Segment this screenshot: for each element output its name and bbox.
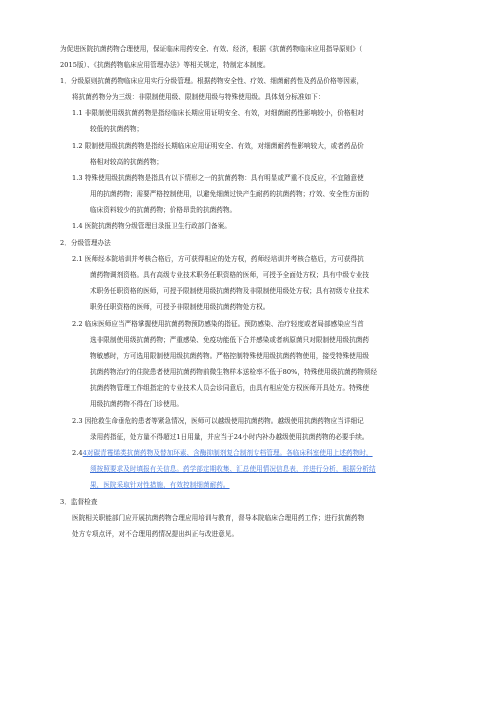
section-2-4-link-text-3[interactable]: 果，医院采取针对性措施，有效控制细菌耐药。 xyxy=(90,481,230,489)
section-1-1-line-2: 较低的抗菌药物； xyxy=(90,125,144,133)
section-2-1-line-3: 术职务任职资格的医师，可授予限制使用级抗菌药物及非限制使用级处方权；具有初级专业技术 xyxy=(90,287,370,295)
section-1-3-line-2: 用的抗菌药物；需要严格控制使用，以避免细菌过快产生耐药的抗菌药物；疗效、安全性方面的 xyxy=(90,190,370,198)
section-3-heading: 3．监督检查 xyxy=(60,498,98,506)
section-1-2-line-1: 1.2 限制使用级抗菌药物是指经长期临床应用证明安全、有效，对细菌耐药性影响较大，或者药品价 xyxy=(72,142,364,150)
section-3-line-2: 处方专项点评，对不合理用药情况提出纠正与改进意见。 xyxy=(72,530,239,538)
section-2-4-link-text-2[interactable]: 须按照要求及时填报有关信息。药学部定期收集、汇总使用情况信息表，并进行分析，根据分析结 xyxy=(90,465,376,473)
section-2-heading: 2．分级管理办法 xyxy=(60,239,111,247)
section-1-3-line-1: 1.3 特殊使用级抗菌药物是指具有以下情形之一的抗菌药物：具有明显或严重不良反应，不宜随意使 xyxy=(72,174,364,182)
section-1-2-line-2: 格相对较高的抗菌药物； xyxy=(90,158,164,166)
section-1-4-line-1: 1.4 医院抗菌药物分级管理目录报卫生行政部门备案。 xyxy=(72,222,231,230)
section-2-4-link-text-1[interactable]: 4对碳青霉烯类抗菌药物及替加环素、含酶抑制剂复合制剂专档管理。各临床科室使用上述药物时， xyxy=(82,449,373,457)
section-1-line-1: 1．分级原则抗菌药物临床应用实行分级管理。根据药物安全性、疗效、细菌耐药性及药品价格等因素， xyxy=(60,77,364,85)
section-2-2-line-3: 物敏感时，方可选用限制使用级抗菌药物。严格控制特殊使用级抗菌药物使用，接受特殊使用级 xyxy=(90,352,370,360)
section-1-1-line-1: 1.1 非限制使用级抗菌药物是指经临床长期应用证明安全、有效，对细菌耐药性影响较小，价格相对 xyxy=(72,109,364,117)
section-1-3-line-3: 临床资料较少的抗菌药物；价格昂贵的抗菌药物。 xyxy=(90,206,237,214)
section-2-1-line-4: 职务任职资格的医师，可授予非限制使用级抗菌药物处方权。 xyxy=(90,303,270,311)
section-2-2-line-4: 抗菌药物治疗的住院患者使用抗菌药物前微生物样本送检率不低于80%，特殊使用级抗菌药物须经 xyxy=(90,368,378,376)
section-2-2-line-1: 2.2 临床医师应当严格掌握使用抗菌药物预防感染的指征。预防感染、治疗轻度或者局部感染应当首 xyxy=(72,320,364,328)
intro-line-2: 2015版）、《抗菌药物临床应用管理办法》等相关规定，特制定本制度。 xyxy=(60,61,270,69)
section-2-2-line-6: 用级抗菌药物不得在门诊使用。 xyxy=(90,400,184,408)
section-2-4-line-1 xyxy=(72,447,373,459)
intro-line-1: 为促进医院抗菌药物合理使用，保证临床用药安全、有效、经济，根据《抗菌药物临床应用指导原则》（ xyxy=(60,45,363,53)
section-2-1-line-1: 2.1 医师经本院培训并考核合格后，方可获得相应的处方权，药师经培训并考核合格后，方可获得抗 xyxy=(72,255,364,263)
section-3-line-1: 医院相关职能部门应开展抗菌药物合理应用培训与教育，督导本院临床合理用药工作；进行抗菌药物 xyxy=(72,514,365,522)
section-2-4-prefix: 2.4 xyxy=(72,449,83,457)
section-1-line-2: 将抗菌药物分为三级：非限制使用级、限制使用级与特殊使用级。具体划分标准如下： xyxy=(72,93,325,101)
section-2-2-line-5: 抗菌药物管理工作组指定的专业技术人员会诊同意后，由具有相应处方权医师开具处方。特殊使 xyxy=(90,384,370,392)
section-2-1-line-2: 菌药物调剂资格。具有高级专业技术职务任职资格的医师，可授予全面处方权；具有中级专业技 xyxy=(90,271,370,279)
section-2-3-line-1: 2.3 因抢救生命垂危的患者等紧急情况，医师可以越级使用抗菌药物。越级使用抗菌药物应当详细记 xyxy=(72,417,364,425)
section-2-2-line-2: 选非限制使用级抗菌药物；严重感染、免疫功能低下合并感染或者病原菌只对限制使用级抗菌药 xyxy=(90,336,370,344)
section-2-3-line-2: 录用药指征，处方量不得超过1日用量，并应当于24小时内补办越级使用抗菌药物的必要手续。 xyxy=(90,433,369,441)
